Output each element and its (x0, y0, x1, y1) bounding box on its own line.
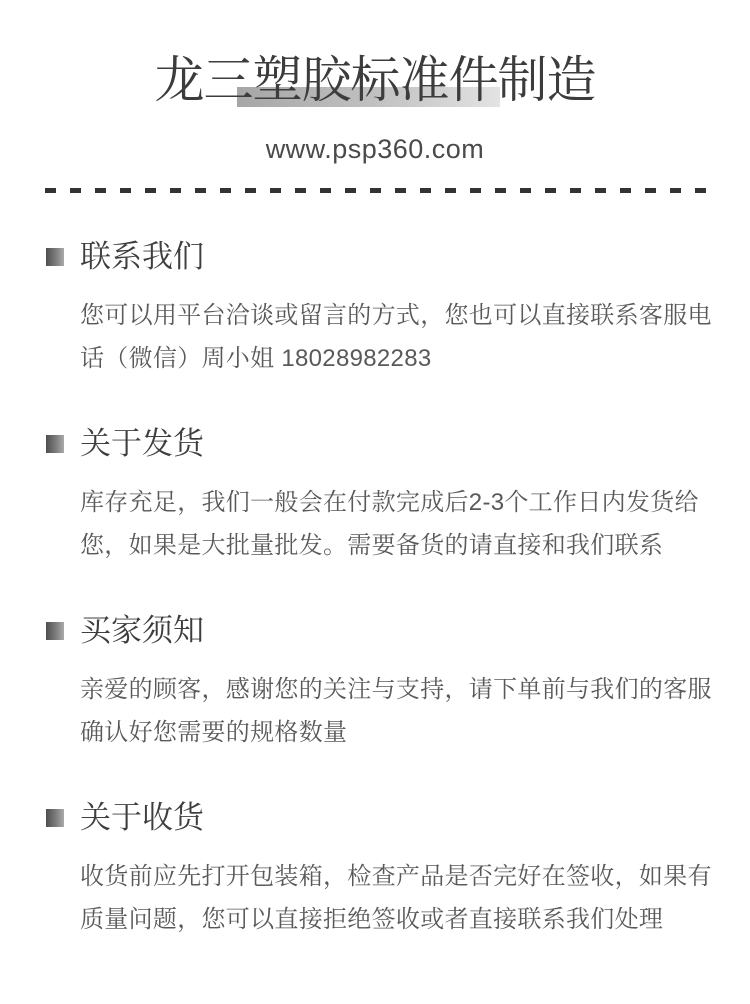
body-line: 收货前应先打开包装箱，检查产品是否完好在签收，如果有 (80, 863, 712, 890)
section-contact-title: 联系我们 (80, 239, 204, 274)
body-line: 您可以用平台洽谈或留言的方式，您也可以直接联系客服电 (80, 302, 712, 329)
section-shipping-header (0, 426, 750, 462)
section-buyer-notice (0, 613, 750, 754)
section-shipping-body (0, 481, 750, 567)
body-line: 话（微信）周小姐 18028982283 (80, 345, 432, 372)
store-title (155, 50, 596, 110)
body-line: 质量问题，您可以直接拒绝签收或者直接联系我们处理 (80, 906, 664, 933)
section-contact-header (0, 239, 750, 275)
body-line: 您，如果是大批量批发。需要备货的请直接和我们联系 (80, 532, 664, 559)
page-header (0, 0, 750, 165)
body-line: 确认好您需要的规格数量 (80, 719, 348, 746)
body-line: 亲爱的顾客，感谢您的关注与支持，请下单前与我们的客服 (80, 676, 712, 703)
site-url: www.psp360.com (265, 134, 485, 164)
section-receiving-body (0, 855, 750, 941)
square-bullet-icon (46, 435, 64, 453)
section-receiving (0, 800, 750, 941)
section-receiving-header (0, 800, 750, 836)
section-buyer-notice-title: 买家须知 (80, 613, 204, 648)
store-title-text: 龙三塑胶标准件制造 (154, 52, 596, 108)
body-line: 库存充足，我们一般会在付款完成后2-3个工作日内发货给 (80, 489, 699, 516)
section-receiving-title: 关于收货 (80, 800, 204, 835)
square-bullet-icon (46, 248, 64, 266)
section-buyer-notice-header (0, 613, 750, 649)
section-contact-body (0, 294, 750, 380)
square-bullet-icon (46, 809, 64, 827)
dashed-divider (45, 188, 707, 193)
section-contact (0, 239, 750, 380)
section-shipping-title: 关于发货 (80, 426, 204, 461)
square-bullet-icon (46, 622, 64, 640)
section-shipping (0, 426, 750, 567)
section-buyer-notice-body (0, 668, 750, 754)
